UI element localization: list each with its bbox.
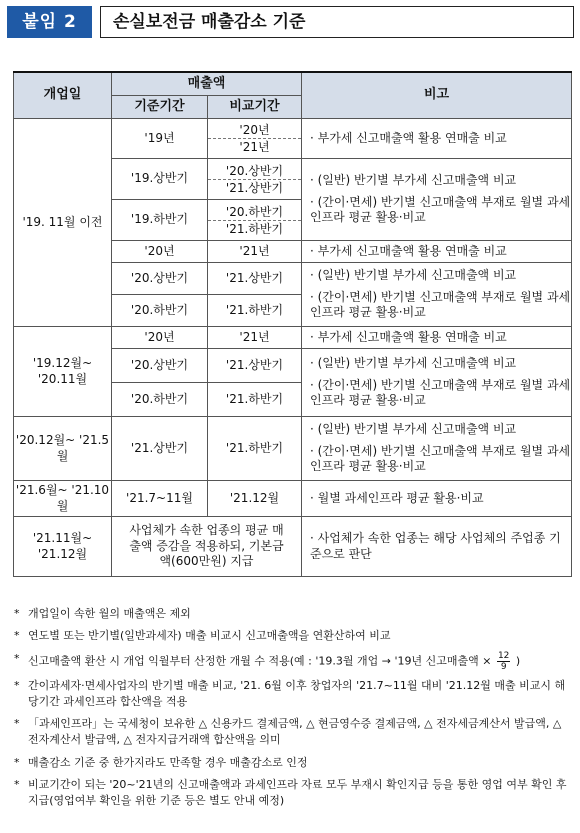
compare-period-a: '20.상반기 xyxy=(208,163,301,180)
base-period-cell: '20년 xyxy=(112,327,208,349)
criteria-table xyxy=(13,71,572,577)
note-cell: · 부가세 신고매출액 활용 연매출 비교 xyxy=(302,327,572,349)
footnote-item: * 개업일이 속한 월의 매출액은 제외 xyxy=(14,607,191,620)
attachment-badge: 붙임 2 xyxy=(7,6,92,38)
compare-period-cell: '21년 xyxy=(208,327,302,349)
compare-period-cell: '21년 xyxy=(208,241,302,263)
footnote-item: * 간이과세자·면세사업자의 반기별 매출 비교, '21. 6월 이후 창업자의 '21.7~11월 대비 '21.12월 매출 비교시 해당기간 과세인프라 합산액을 적용 xyxy=(14,678,566,708)
base-period-cell: '20.하반기 xyxy=(112,295,208,327)
header-base-period: 기준기간 xyxy=(112,96,208,119)
note-half-general: · (일반) 반기별 부가세 신고매출액 비교 xyxy=(310,268,517,283)
compare-period-b: '21.상반기 xyxy=(225,180,284,195)
base-period-cell: '19년 xyxy=(112,119,208,159)
group-open-date: '21.6월~ '21.10월 xyxy=(14,481,112,517)
footnote-item: * 매출감소 기준 중 한가지라도 만족할 경우 매출감소로 인정 xyxy=(14,755,308,769)
group-open-date: '20.12월~ '21.5월 xyxy=(14,417,112,481)
base-period-cell: '20년 xyxy=(112,241,208,263)
compare-period-cell: '21.상반기 xyxy=(208,349,302,383)
base-period-cell: '19.상반기 xyxy=(112,159,208,200)
base-period-cell: '20.하반기 xyxy=(112,383,208,417)
note-half-simple: · (간이·면세) 반기별 신고매출액 부재로 월별 과세인프라 평균 활용·비교 xyxy=(310,443,571,474)
note-cell: · 월별 과세인프라 평균 활용·비교 xyxy=(302,481,572,517)
footnote-text: 신고매출액 환산 시 개업 익월부터 산정한 개월 수 적용(예 : '19.3월 개업 → '19년 신고매출액 × xyxy=(28,654,492,668)
header-compare-period: 비교기간 xyxy=(208,96,302,119)
compare-period-cell xyxy=(208,119,302,159)
compare-period-cell: '21.하반기 xyxy=(208,417,302,481)
footnote-item: * 비교기간이 되는 '20~'21년의 신고매출액과 과세인프라 자료 모두 부재시 확인지급 등을 통한 영업 여부 확인 후 지급(영업여부 확인을 위한 기준 등은 별도 안내 예정) xyxy=(14,777,567,808)
group-open-date: '19. 11월 이전 xyxy=(14,119,112,327)
note-half-simple: · (간이·면세) 반기별 신고매출액 부재로 월별 과세인프라 평균 활용·비교 xyxy=(310,289,571,320)
note-cell xyxy=(302,159,572,241)
base-period-cell: '20.상반기 xyxy=(112,349,208,383)
base-period-cell: '21.상반기 xyxy=(112,417,208,481)
header xyxy=(0,6,580,40)
footnote-item: * 신고매출액 환산 시 개업 익월부터 산정한 개월 수 적용(예 : '19.3월 개업 → '19년 신고매출액 × $\frac{12}{9}$ ) xyxy=(14,650,521,672)
base-period-cell: '20.상반기 xyxy=(112,263,208,295)
footnote-item: * 연도별 또는 반기별(일반과세자) 매출 비교시 신고매출액을 연환산하여 비교 xyxy=(14,629,391,643)
note-half-general: · (일반) 반기별 부가세 신고매출액 비교 xyxy=(310,173,517,188)
compare-period-cell xyxy=(208,159,302,200)
compare-period-cell: '21.상반기 xyxy=(208,263,302,295)
footnote-item: * 「과세인프라」는 국세청이 보유한 △ 신용카드 결제금액, △ 현금영수증 결제금액, △ 전자세금계산서 발급액, △ 전자계산서 발급액, △ 전자지급거래액 합산액을 의미 xyxy=(14,717,562,747)
note-cell: · 사업체가 속한 업종는 해당 사업체의 주업종 기준으로 판단 xyxy=(302,517,572,577)
header-sales: 매출액 xyxy=(112,72,302,96)
compare-period-cell: '21.하반기 xyxy=(208,295,302,327)
note-half-simple: · (간이·면세) 반기별 신고매출액 부재로 월별 과세인프라 평균 활용·비교 xyxy=(310,194,571,225)
note-half-general: · (일반) 반기별 부가세 신고매출액 비교 xyxy=(310,422,517,437)
page-title: 손실보전금 매출감소 기준 xyxy=(100,6,574,38)
group-open-date: '21.11월~ '21.12월 xyxy=(14,517,112,577)
base-period-cell: '21.7~11월 xyxy=(112,481,208,517)
compare-period-cell xyxy=(208,200,302,241)
compare-period-b: '21.하반기 xyxy=(225,221,284,236)
base-period-cell: '19.하반기 xyxy=(112,200,208,241)
compare-period-b: '21년 xyxy=(239,140,270,154)
header-open-date: 개업일 xyxy=(14,72,112,119)
note-cell xyxy=(302,263,572,327)
header-note: 비고 xyxy=(302,72,572,119)
fraction: $\frac{12}{9}$ xyxy=(497,650,510,672)
note-cell: · 부가세 신고매출액 활용 연매출 비교 xyxy=(302,241,572,263)
note-half-general: · (일반) 반기별 부가세 신고매출액 비교 xyxy=(310,356,517,371)
footnotes xyxy=(14,606,574,815)
note-cell xyxy=(302,417,572,481)
compare-period-a: '20.하반기 xyxy=(208,204,301,221)
note-cell: · 부가세 신고매출액 활용 연매출 비교 xyxy=(302,119,572,159)
note-cell xyxy=(302,349,572,417)
group-open-date: '19.12월~ '20.11월 xyxy=(14,327,112,417)
compare-period-cell: '21.하반기 xyxy=(208,383,302,417)
industry-average-cell: 사업체가 속한 업종의 평균 매출액 증감을 적용하되, 기본금액(600만원) 지급 xyxy=(112,517,302,577)
compare-period-a: '20년 xyxy=(208,122,301,139)
compare-period-cell: '21.12월 xyxy=(208,481,302,517)
note-half-simple: · (간이·면세) 반기별 신고매출액 부재로 월별 과세인프라 평균 활용·비교 xyxy=(310,377,571,408)
